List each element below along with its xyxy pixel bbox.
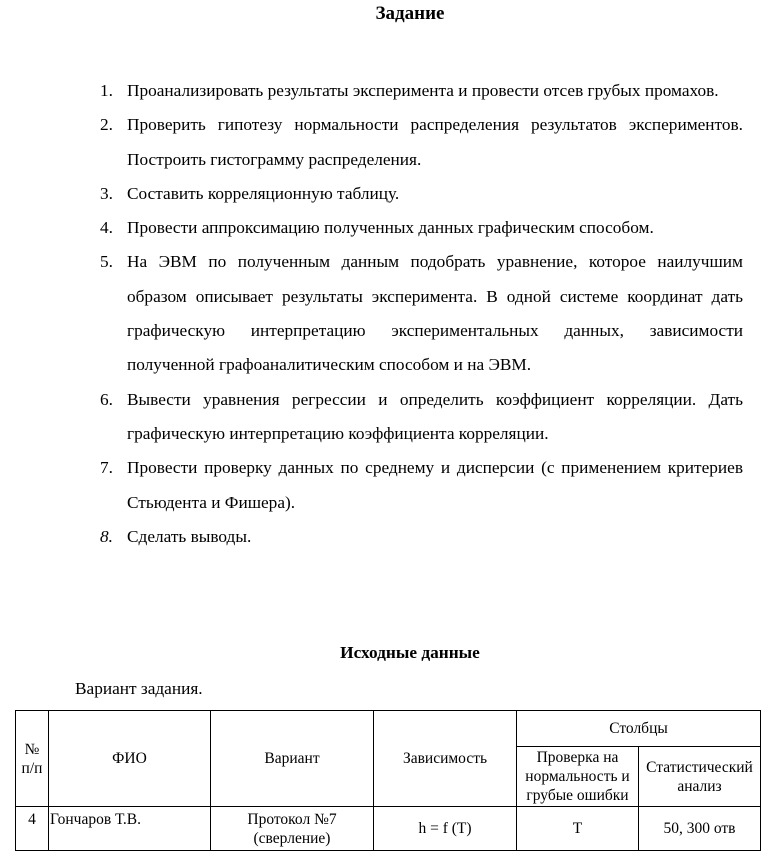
- header-variant: Вариант: [211, 711, 374, 807]
- cell-num: 4: [16, 807, 49, 851]
- cell-normality: T: [517, 807, 639, 851]
- variant-table: [15, 710, 761, 851]
- task-text: Вывести уравнения регрессии и определить коэффициент корреляции. Дать графическую интерпретацию коэффициента корреляции.: [127, 389, 743, 443]
- task-number: 3.: [100, 183, 113, 203]
- header-normality: Проверка на нормальность и грубые ошибки: [517, 747, 639, 807]
- table-header-row: [16, 711, 761, 747]
- task-text: Проанализировать результаты эксперимента и провести отсев грубых промахов.: [127, 81, 719, 100]
- task-number: 2.: [100, 115, 113, 135]
- task-text: Составить корреляционную таблицу.: [127, 183, 400, 203]
- task-list: [100, 74, 743, 554]
- task-number: 4.: [100, 218, 113, 238]
- cell-fio: Гончаров Т.В.: [49, 807, 211, 851]
- table-row: [16, 807, 761, 851]
- task-item: [100, 520, 743, 554]
- variant-label: Вариант задания.: [75, 679, 203, 698]
- task-text: На ЭВМ по полученным данным подобрать уравнение, которое наилучшим образом описывает результаты эксперимента. В одной системе координат дать графическую интерпретацию экспериментальных данных, зависимости полученной графоаналитическим способом и на ЭВМ.: [127, 252, 743, 375]
- task-number: 7.: [100, 458, 113, 478]
- page-title: Задание: [375, 3, 445, 24]
- task-text: Провести аппроксимацию полученных данных графическим способом.: [127, 218, 654, 238]
- task-item: [100, 211, 743, 245]
- task-text: Проверить гипотезу нормальности распределения результатов экспериментов. Построить гистограмму распределения.: [127, 115, 743, 169]
- header-fio: ФИО: [49, 711, 211, 807]
- task-item: [100, 177, 743, 211]
- task-item: [100, 108, 743, 177]
- cell-stat: 50, 300 отв: [639, 807, 761, 851]
- header-num: № п/п: [16, 711, 49, 807]
- header-stat: Статистический анализ: [639, 747, 761, 807]
- task-item: [100, 245, 743, 382]
- task-item: [100, 451, 743, 520]
- task-number: 8.: [100, 526, 113, 546]
- task-text: Провести проверку данных по среднему и дисперсии (с применением критериев Стьюдента и Фишера).: [127, 458, 743, 512]
- task-number: 5.: [100, 252, 113, 272]
- header-columns: Столбцы: [517, 711, 761, 747]
- task-text: Сделать выводы.: [127, 526, 252, 546]
- section-title: Исходные данные: [340, 643, 480, 662]
- header-dependency: Зависимость: [374, 711, 517, 807]
- cell-variant: Протокол №7 (сверление): [211, 807, 374, 851]
- task-item: [100, 383, 743, 452]
- cell-dependency: h = f (T): [374, 807, 517, 851]
- task-number: 1.: [100, 81, 113, 100]
- task-number: 6.: [100, 389, 113, 409]
- task-item: [100, 74, 743, 108]
